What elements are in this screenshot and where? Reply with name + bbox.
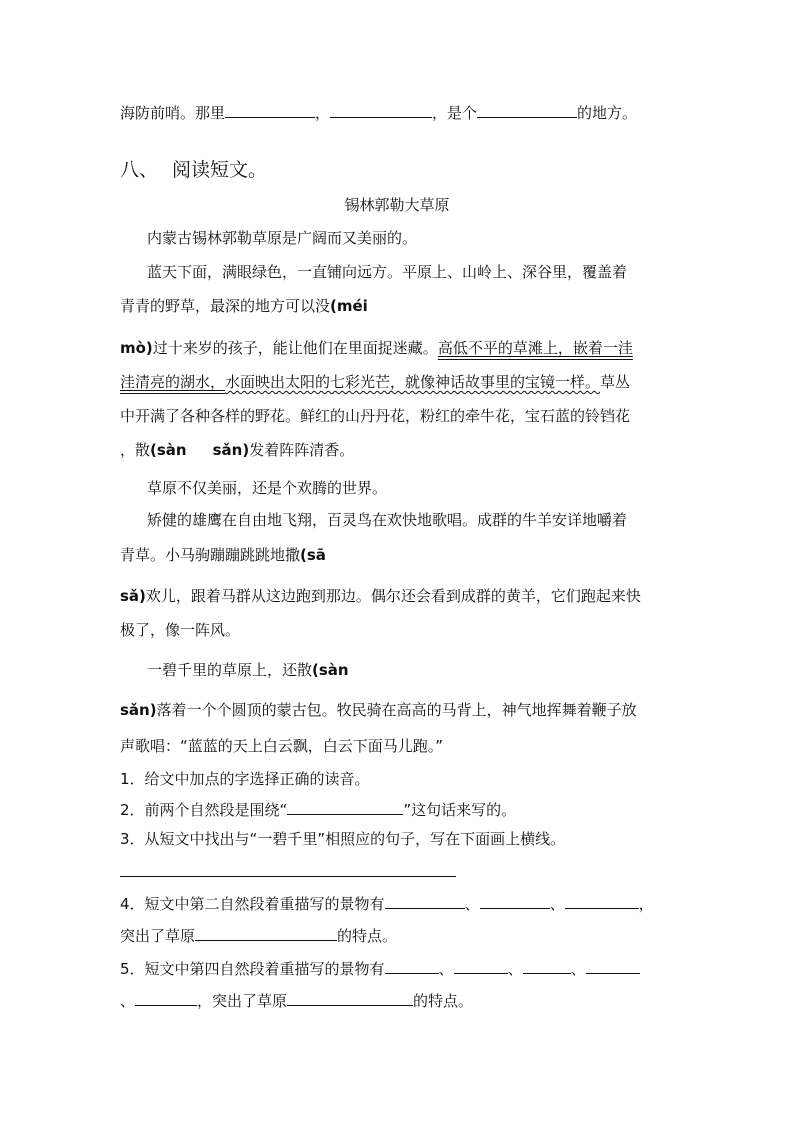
p2-text: 草丛 bbox=[600, 373, 631, 391]
q5-blank-6[interactable] bbox=[287, 990, 413, 1006]
double-underlined-sentence: 洼清亮的湖水， bbox=[120, 373, 226, 391]
question-1: 1．给文中加点的字选择正确的读音。 bbox=[120, 770, 370, 788]
p4-text: 青草。小马驹蹦蹦跳跳地撒 bbox=[120, 546, 301, 564]
paragraph-5-line-3: 声歌唱：“蓝蓝的天上白云飘，白云下面马儿跑。” bbox=[120, 737, 444, 755]
paragraph-3: 草原不仅美丽，还是个欢腾的世界。 bbox=[147, 479, 388, 497]
top-text-4: 的地方。 bbox=[577, 104, 638, 122]
question-2 bbox=[120, 799, 516, 820]
blank-2[interactable] bbox=[330, 102, 432, 118]
q4-blank-1[interactable] bbox=[385, 893, 465, 909]
top-text-3: ，是个 bbox=[432, 104, 478, 122]
paragraph-4-line-1: 矫健的雄鹰在自由地飞翔，百灵鸟在欢快地歌唱。成群的牛羊安详地嚼着 bbox=[147, 511, 628, 529]
pinyin-san4: (sàn bbox=[312, 661, 349, 679]
paragraph-2-line-5: 中开满了各种各样的野花。鲜红的山丹丹花，粉红的牵牛花，宝石蓝的铃铛花 bbox=[120, 407, 631, 425]
paragraph-5-line-1 bbox=[147, 660, 349, 680]
q4-sep: ， bbox=[638, 895, 654, 913]
q4-blank-4[interactable] bbox=[195, 925, 337, 941]
q5-blank-2[interactable] bbox=[454, 958, 508, 974]
q5-sep: 、 bbox=[438, 960, 454, 978]
paragraph-2-line-6 bbox=[120, 440, 354, 460]
section-number: 八、 bbox=[120, 159, 159, 181]
passage-title: 锡林郭勒大草原 bbox=[344, 196, 450, 214]
question-3: 3．从短文中找出与“一碧千里”相照应的句子，写在下面画上横线。 bbox=[120, 830, 566, 848]
blank-3[interactable] bbox=[477, 102, 577, 118]
q3-answer-line[interactable] bbox=[120, 876, 456, 877]
q4-sep: 、 bbox=[464, 895, 480, 913]
q5-sep: 、 bbox=[120, 992, 136, 1010]
p2-text: 发着阵阵清香。 bbox=[249, 441, 355, 459]
paragraph-2-line-3 bbox=[120, 338, 633, 358]
p4-text: 欢儿，跟着马群从这边跑到那边。偶尔还会看到成群的黄羊，它们跑起来快 bbox=[145, 587, 641, 605]
top-text-1: 海防前哨。那里 bbox=[120, 104, 226, 122]
question-5-line-1 bbox=[120, 958, 640, 979]
blank-1[interactable] bbox=[225, 102, 315, 118]
p2-text: ，散 bbox=[120, 441, 151, 459]
question-4-line-1 bbox=[120, 893, 654, 914]
q5-blank-3[interactable] bbox=[523, 958, 571, 974]
q5-text: 的特点。 bbox=[413, 992, 474, 1010]
p5-text: 一碧千里的草原上，还散 bbox=[147, 661, 313, 679]
p2-text: 过十来岁的孩子，能让他们在里面捉迷藏。 bbox=[152, 339, 438, 357]
section-title: 阅读短文。 bbox=[172, 159, 268, 181]
pinyin-sa1: (sā bbox=[300, 546, 326, 564]
q5-blank-1[interactable] bbox=[385, 958, 439, 974]
p5-text: 落着一个个圆顶的蒙古包。牧民骑在高高的马背上，神气地挥舞着鞭子放 bbox=[156, 701, 637, 719]
q4-text: 的特点。 bbox=[337, 927, 398, 945]
top-fill-line bbox=[120, 102, 637, 123]
pinyin-san4: (sàn bbox=[150, 441, 187, 459]
double-underlined-sentence: 高低不平的草滩上，嵌着一洼 bbox=[437, 339, 633, 357]
q2-text: ”这句话来写的。 bbox=[403, 801, 517, 819]
paragraph-5-line-2 bbox=[120, 700, 637, 720]
q5-sep: 、 bbox=[570, 960, 586, 978]
q5-sep: 、 bbox=[507, 960, 523, 978]
paragraph-2-line-4 bbox=[120, 372, 630, 392]
paragraph-2-line-2 bbox=[120, 296, 368, 316]
q2-text: 2．前两个自然段是围绕“ bbox=[120, 801, 288, 819]
pinyin-mei: (méi bbox=[330, 297, 368, 315]
q5-blank-4[interactable] bbox=[586, 958, 640, 974]
paragraph-4-line-4: 极了，像一阵风。 bbox=[120, 621, 241, 639]
q2-blank[interactable] bbox=[287, 799, 403, 815]
q4-sep: 、 bbox=[549, 895, 565, 913]
q5-blank-5[interactable] bbox=[135, 990, 197, 1006]
paragraph-2-line-1: 蓝天下面，满眼绿色，一直铺向远方。平原上、山岭上、深谷里，覆盖着 bbox=[147, 263, 628, 281]
pinyin-san3: sǎn) bbox=[120, 701, 157, 719]
q4-text: 突出了草原 bbox=[120, 927, 196, 945]
question-5-line-2 bbox=[120, 990, 473, 1011]
top-text-2: ， bbox=[315, 104, 331, 122]
pinyin-san3: sǎn) bbox=[212, 441, 250, 459]
q4-blank-2[interactable] bbox=[480, 893, 550, 909]
paragraph-4-line-3 bbox=[120, 586, 641, 606]
paragraph-4-line-2 bbox=[120, 545, 326, 565]
section-heading bbox=[120, 158, 267, 182]
q4-text: 4．短文中第二自然段着重描写的景物有 bbox=[120, 895, 385, 913]
question-4-line-2 bbox=[120, 925, 397, 946]
paragraph-1: 内蒙古锡林郭勒草原是广阔而又美丽的。 bbox=[147, 229, 418, 247]
q4-blank-3[interactable] bbox=[565, 893, 639, 909]
wavy-underlined-sentence: 水面映出太阳的七彩光芒，就像神话故事里的宝镜一样。 bbox=[225, 373, 601, 391]
p2-text: 青青的野草，最深的地方可以没 bbox=[120, 297, 331, 315]
q5-text: ，突出了草原 bbox=[197, 992, 288, 1010]
q5-text: 5．短文中第四自然段着重描写的景物有 bbox=[120, 960, 385, 978]
pinyin-mo: mò) bbox=[120, 339, 153, 357]
pinyin-sa3: sǎ) bbox=[120, 587, 146, 605]
